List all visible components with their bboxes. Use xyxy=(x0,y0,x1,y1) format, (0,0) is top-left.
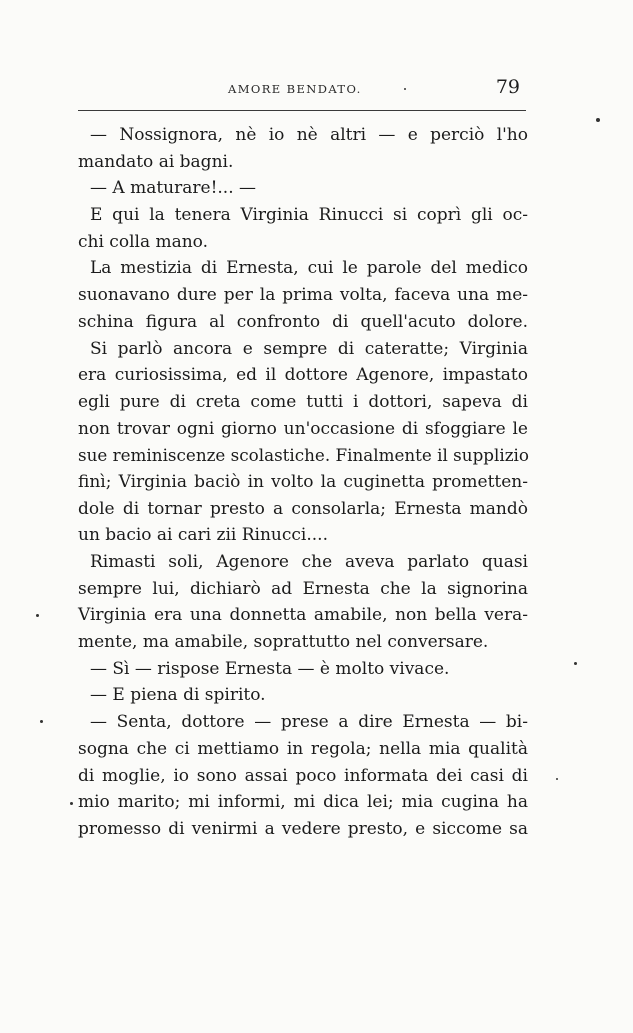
text-line: mio marito; mi informi, mi dica lei; mia cugina ha xyxy=(78,792,528,813)
text-line: non trovar ogni giorno un'occasione di sfoggiare le xyxy=(78,418,528,439)
ink-speck xyxy=(40,720,43,723)
text-line: sempre lui, dichiarò ad Ernesta che la signorina xyxy=(78,578,528,599)
text-line: — E piena di spirito. xyxy=(90,685,266,706)
ink-speck xyxy=(36,614,39,617)
text-line: sue reminiscenze scolastiche. Finalmente il supplizio xyxy=(78,445,529,466)
text-line: mandato ai bagni. xyxy=(78,151,234,172)
text-line: E qui la tenera Virginia Rinucci si coprì gli oc- xyxy=(90,205,528,226)
text-line: dole di tornar presto a consolarla; Ernesta mandò xyxy=(78,498,528,519)
page-number: 79 xyxy=(495,76,520,98)
text-line: era curiosissima, ed il dottore Agenore, impastato xyxy=(78,365,528,386)
text-line: mente, ma amabile, soprattutto nel conversare. xyxy=(78,632,489,653)
text-line: Si parlò ancora e sempre di cateratte; Virginia xyxy=(90,338,528,359)
ink-speck xyxy=(556,778,558,780)
text-line: Rimasti soli, Agenore che aveva parlato quasi xyxy=(90,552,528,572)
ink-speck xyxy=(596,118,600,122)
ink-speck xyxy=(404,88,406,90)
text-line: — A maturare!... — xyxy=(90,178,257,199)
text-line: — Sì — rispose Ernesta — è molto vivace. xyxy=(90,658,450,679)
page-header xyxy=(78,76,534,106)
ink-speck xyxy=(70,802,73,805)
text-line: promesso di venirmi a vedere presto, e siccome sa xyxy=(78,818,528,839)
header-rule xyxy=(78,110,526,111)
text-line: suonavano dure per la prima volta, faceva una me- xyxy=(78,285,528,306)
text-line: un bacio ai cari zii Rinucci.... xyxy=(78,525,328,546)
ink-speck xyxy=(574,662,577,665)
body-text xyxy=(78,122,528,843)
text-line: schina figura al confronto di quell'acuto dolore. xyxy=(78,311,528,332)
text-line: finì; Virginia baciò in volto la cuginetta prometten- xyxy=(78,471,528,492)
text-line: egli pure di creta come tutti i dottori, sapeva di xyxy=(78,391,528,412)
text-line: La mestizia di Ernesta, cui le parole del medico xyxy=(90,258,528,279)
text-line: Virginia era una donnetta amabile, non bella vera- xyxy=(78,605,528,626)
text-line: — Nossignora, nè io nè altri — e perciò l'ho xyxy=(90,125,528,145)
text-line: chi colla mano. xyxy=(78,231,209,252)
text-line: di moglie, io sono assai poco informata dei casi di xyxy=(78,765,528,786)
text-line: sogna che ci mettiamo in regola; nella mia qualità xyxy=(78,738,528,759)
text-line: — Senta, dottore — prese a dire Ernesta — bi- xyxy=(90,712,528,733)
running-title: AMORE BENDATO. xyxy=(228,82,362,96)
